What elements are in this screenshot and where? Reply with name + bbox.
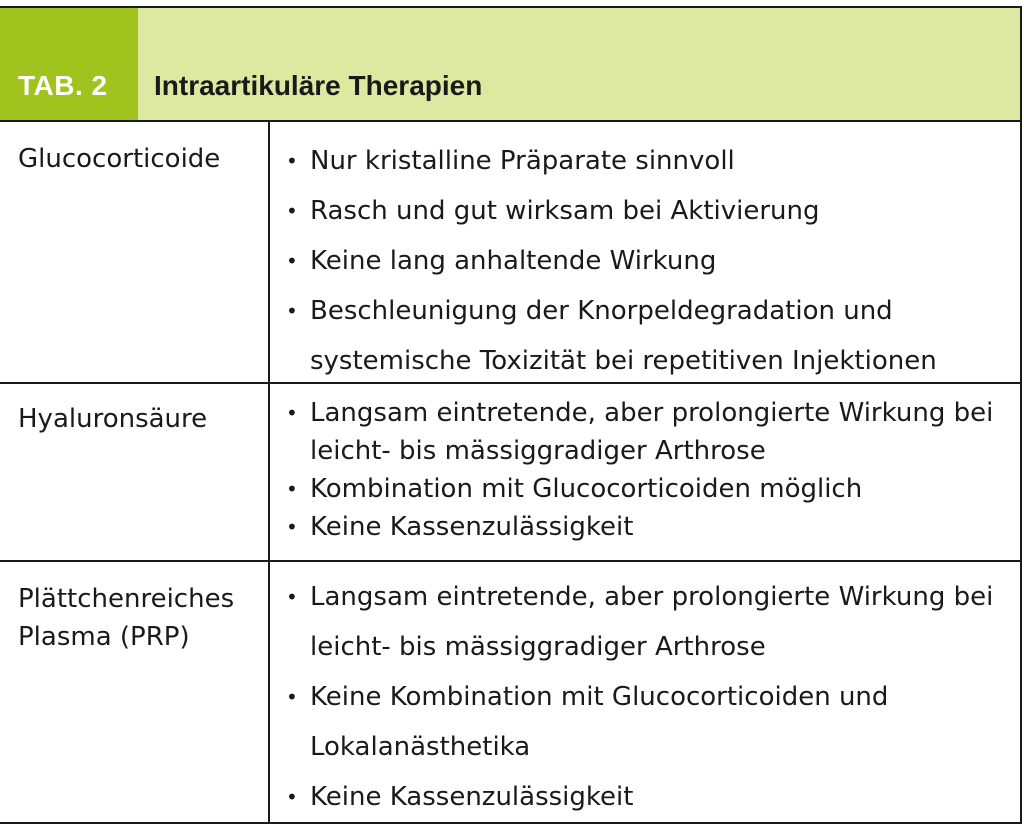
list-item: • Keine lang anhaltende Wirkung	[286, 236, 1020, 286]
list-item: • Keine Kombination mit Glucocorticoiden und Lokalanästhetika	[286, 672, 1020, 772]
row-content	[270, 122, 1020, 382]
list-item: • Keine Kassenzulässigkeit	[286, 772, 1020, 822]
table-title: Intraartikuläre Therapien	[138, 8, 1020, 120]
list-item: • Rasch und gut wirksam bei Aktivierung	[286, 186, 1020, 236]
row-label: Glucocorticoide	[0, 122, 270, 382]
therapy-table	[0, 6, 1022, 824]
row-content	[270, 562, 1020, 822]
list-item: • Beschleunigung der Knorpeldegradation und systemische Toxizität bei repetitiven Injektionen	[286, 286, 1020, 386]
row-content	[270, 384, 1020, 560]
row-label-line1: Plättchenreiches	[18, 584, 235, 614]
table-number-label: TAB. 2	[0, 8, 138, 120]
row-label	[0, 562, 270, 822]
list-item: • Keine Kassenzulässigkeit	[286, 508, 1020, 546]
table-header	[0, 8, 1020, 122]
list-item: • Langsam eintretende, aber prolongierte Wirkung bei leicht- bis mässiggradiger Arthrose	[286, 394, 1020, 470]
row-label-line2: Plasma (PRP)	[18, 622, 190, 652]
table-row-prp	[0, 562, 1020, 822]
bullet-list	[286, 572, 1020, 822]
list-item: • Langsam eintretende, aber prolongierte Wirkung bei leicht- bis mässiggradiger Arthrose	[286, 572, 1020, 672]
row-label: Hyaluronsäure	[0, 384, 270, 560]
bullet-list	[286, 394, 1020, 546]
bullet-list	[286, 136, 1020, 386]
list-item: • Nur kristalline Präparate sinnvoll	[286, 136, 1020, 186]
list-item: • Kombination mit Glucocorticoiden möglich	[286, 470, 1020, 508]
table-row-glucocorticoide	[0, 122, 1020, 384]
table-row-hyaluronsaeure	[0, 384, 1020, 562]
